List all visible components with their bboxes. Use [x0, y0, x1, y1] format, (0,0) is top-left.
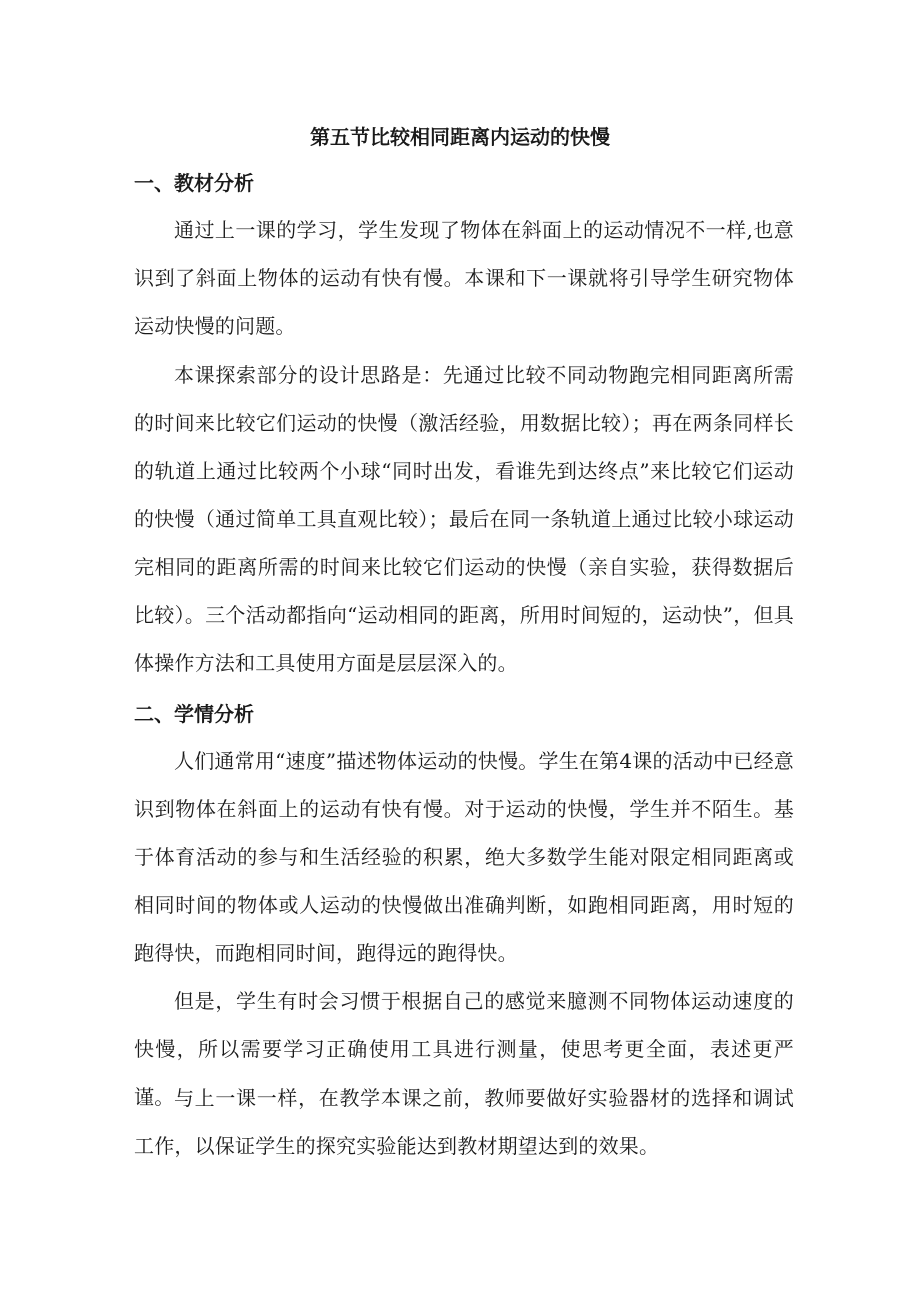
paragraph: 本课探索部分的设计思路是：先通过比较不同动物跑完相同距离所需的时间来比较它们运动的快慢（激活经验，用数据比较）；再在两条同样长的轨道上通过比较两个小球“同时出发，看谁先到达终点”来比较它们运动的快慢（通过简单工具直观比较）；最后在同一条轨道上通过比较小球运动完相同的距离所需的时间来比较它们运动的快慢（亲自实验，获得数据后比较）。三个活动都指向“运动相同的距离，所用时间短的，运动快”，但具体操作方法和工具使用方面是层层深入的。: [134, 363, 794, 675]
paragraph: 人们通常用“速度”描述物体运动的快慢。学生在第4课的活动中已经意识到物体在斜面上的运动有快有慢。对于运动的快慢，学生并不陌生。基于体育活动的参与和生活经验的积累，绝大多数学生能对限定相同距离或相同时间的物体或人运动的快慢做出准确判断，如跑相同距离，用时短的跑得快，而跑相同时间，跑得远的跑得快。: [134, 749, 794, 965]
paragraph: 通过上一课的学习，学生发现了物体在斜面上的运动情况不一样,也意识到了斜面上物体的运动有快有慢。本课和下一课就将引导学生研究物体运动快慢的问题。: [134, 218, 794, 338]
section-heading-student-analysis: 二、学情分析: [134, 702, 254, 726]
section-heading-textbook-analysis: 一、教材分析: [134, 171, 254, 195]
document-title: 第五节比较相同距离内运动的快慢: [310, 125, 610, 149]
paragraph: 与上一课一样，在教学本课之前，教师要做好实验器材的选择和调试工作，以保证学生的探究实验能达到教材期望达到的效果。: [134, 1086, 794, 1158]
paragraph: 但是，学生有时会习惯于根据自己的感觉来臆测不同物体运动速度的快慢，所以需要学习正确使用工具进行测量，使思考更全面，表述更严谨。: [134, 989, 794, 1109]
